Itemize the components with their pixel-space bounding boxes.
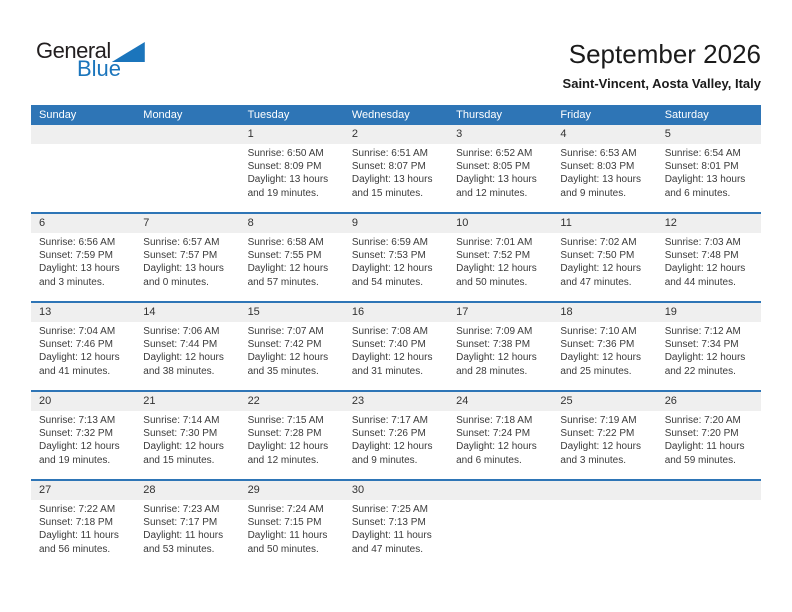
weekday-header-sunday: Sunday xyxy=(39,109,77,121)
day-info-line: and 3 minutes. xyxy=(560,454,627,466)
day-number-25: 25 xyxy=(560,395,573,407)
week-5-detail-band xyxy=(31,500,761,568)
empty-day-cell xyxy=(657,481,761,500)
day-info-line: Daylight: 11 hours xyxy=(143,530,224,542)
day-info-line: Sunrise: 7:03 AM xyxy=(664,237,741,248)
day-info-line: and 3 minutes. xyxy=(39,276,105,288)
day-cell-28 xyxy=(135,500,239,568)
day-info-line: Daylight: 12 hours xyxy=(664,352,746,364)
day-info-line: Sunrise: 7:24 AM xyxy=(247,504,324,515)
logo-word-blue: Blue xyxy=(77,56,122,81)
day-info-line: Sunrise: 6:51 AM xyxy=(351,148,428,159)
day-number-21: 21 xyxy=(143,395,156,407)
day-info-line: Sunset: 8:07 PM xyxy=(351,161,426,173)
day-info-line: Sunrise: 7:15 AM xyxy=(247,415,324,426)
day-info-line: and 0 minutes. xyxy=(143,276,209,288)
day-info-line: Sunrise: 6:57 AM xyxy=(143,237,220,248)
day-info-line: and 50 minutes. xyxy=(456,276,528,288)
day-info-line: and 25 minutes. xyxy=(560,365,632,377)
empty-day-cell xyxy=(135,144,239,212)
day-info-line: and 41 minutes. xyxy=(39,365,111,377)
day-cell-26 xyxy=(657,411,761,479)
day-info-line: Sunrise: 7:18 AM xyxy=(456,415,533,426)
day-info-line: and 6 minutes. xyxy=(456,454,522,466)
weekday-header-monday: Monday xyxy=(143,109,183,121)
day-info-line: Daylight: 12 hours xyxy=(247,352,329,364)
day-info-line: and 9 minutes. xyxy=(351,454,418,466)
calendar-table xyxy=(31,105,761,568)
day-info-line: Sunset: 7:55 PM xyxy=(247,250,322,262)
day-info-line: Sunset: 7:15 PM xyxy=(247,517,322,529)
day-cell-23 xyxy=(344,411,448,479)
day-info-line: Sunset: 7:44 PM xyxy=(143,339,218,351)
day-info-line: and 35 minutes. xyxy=(247,365,319,377)
day-cell-2 xyxy=(344,144,448,212)
day-info-line: Sunrise: 7:25 AM xyxy=(351,504,428,515)
day-info-line: Sunset: 8:01 PM xyxy=(664,161,739,173)
day-cell-24 xyxy=(448,411,552,479)
day-info-line: Daylight: 12 hours xyxy=(351,441,433,453)
day-info-line: Daylight: 12 hours xyxy=(39,441,120,453)
day-number-20: 20 xyxy=(39,395,52,407)
logo-word-general: General xyxy=(36,38,111,63)
day-info-line: and 44 minutes. xyxy=(664,276,736,288)
week-1-detail-band xyxy=(31,144,761,212)
day-number-12: 12 xyxy=(664,217,677,229)
day-info-line: Daylight: 13 hours xyxy=(247,174,329,186)
general-blue-logo xyxy=(36,40,145,80)
day-info-line: Daylight: 13 hours xyxy=(351,174,433,186)
day-number-10: 10 xyxy=(456,217,469,229)
day-info-line: Daylight: 12 hours xyxy=(560,441,642,453)
day-cell-16 xyxy=(344,322,448,390)
day-info-line: Sunrise: 7:02 AM xyxy=(560,237,637,248)
week-4-number-band xyxy=(31,392,761,411)
day-info-line: and 50 minutes. xyxy=(247,543,319,555)
day-info-line: Sunset: 7:13 PM xyxy=(351,517,426,529)
day-info-line: and 15 minutes. xyxy=(143,454,215,466)
day-number-17: 17 xyxy=(456,306,469,318)
weekday-header-friday: Friday xyxy=(560,109,591,121)
week-3-number-band xyxy=(31,303,761,322)
empty-day-cell xyxy=(657,500,761,568)
day-info-line: and 47 minutes. xyxy=(560,276,632,288)
day-info-line: Daylight: 12 hours xyxy=(351,263,433,275)
day-number-22: 22 xyxy=(247,395,260,407)
week-5-number-band xyxy=(31,481,761,500)
day-cell-17 xyxy=(448,322,552,390)
day-info-line: Sunset: 7:18 PM xyxy=(39,517,113,529)
empty-day-cell xyxy=(448,481,552,500)
day-info-line: Sunrise: 7:08 AM xyxy=(351,326,428,337)
day-info-line: Daylight: 13 hours xyxy=(456,174,537,186)
day-info-line: Sunset: 7:59 PM xyxy=(39,250,113,262)
day-info-line: and 9 minutes. xyxy=(560,187,627,199)
day-info-line: Sunrise: 7:20 AM xyxy=(664,415,741,426)
empty-day-cell xyxy=(552,481,656,500)
day-info-line: Daylight: 12 hours xyxy=(664,263,746,275)
day-cell-4 xyxy=(552,144,656,212)
day-cell-25 xyxy=(552,411,656,479)
day-number-7: 7 xyxy=(143,217,150,229)
day-number-19: 19 xyxy=(664,306,677,318)
day-info-line: Sunrise: 7:10 AM xyxy=(560,326,637,337)
day-info-line: Daylight: 12 hours xyxy=(143,352,224,364)
day-cell-19 xyxy=(657,322,761,390)
day-info-line: Sunrise: 7:01 AM xyxy=(456,237,533,248)
day-number-26: 26 xyxy=(664,395,677,407)
day-number-24: 24 xyxy=(456,395,469,407)
week-3-detail-band xyxy=(31,322,761,390)
day-info-line: Sunrise: 7:09 AM xyxy=(456,326,533,337)
day-info-line: Sunset: 7:36 PM xyxy=(560,339,635,351)
day-info-line: Daylight: 13 hours xyxy=(560,174,642,186)
day-info-line: Daylight: 12 hours xyxy=(560,263,642,275)
day-cell-3 xyxy=(448,144,552,212)
day-info-line: and 19 minutes. xyxy=(247,187,319,199)
day-info-line: and 53 minutes. xyxy=(143,543,215,555)
day-info-line: and 15 minutes. xyxy=(351,187,424,199)
day-info-line: Sunrise: 7:19 AM xyxy=(560,415,637,426)
day-info-line: Sunrise: 6:52 AM xyxy=(456,148,533,159)
day-info-line: Sunset: 7:30 PM xyxy=(143,428,218,440)
day-info-line: Daylight: 12 hours xyxy=(39,352,120,364)
page-subtitle: Saint-Vincent, Aosta Valley, Italy xyxy=(562,76,761,91)
day-info-line: Sunset: 7:17 PM xyxy=(143,517,218,529)
day-cell-13 xyxy=(31,322,135,390)
day-number-5: 5 xyxy=(664,128,671,140)
day-info-line: Sunrise: 6:59 AM xyxy=(351,237,428,248)
day-info-line: Daylight: 12 hours xyxy=(456,441,537,453)
day-info-line: and 54 minutes. xyxy=(351,276,424,288)
day-info-line: Sunrise: 7:14 AM xyxy=(143,415,220,426)
weekday-header-thursday: Thursday xyxy=(456,109,502,121)
day-cell-15 xyxy=(240,322,344,390)
day-info-line: and 6 minutes. xyxy=(664,187,731,199)
day-info-line: Daylight: 11 hours xyxy=(351,530,432,542)
day-number-27: 27 xyxy=(39,484,52,496)
day-info-line: Sunset: 7:42 PM xyxy=(247,339,322,351)
day-cell-7 xyxy=(135,233,239,301)
day-info-line: Daylight: 13 hours xyxy=(39,263,120,275)
day-info-line: Sunrise: 6:50 AM xyxy=(247,148,324,159)
day-info-line: Daylight: 12 hours xyxy=(560,352,642,364)
day-info-line: Sunset: 7:48 PM xyxy=(664,250,739,262)
day-info-line: and 12 minutes. xyxy=(456,187,528,199)
day-info-line: Daylight: 12 hours xyxy=(143,441,224,453)
day-cell-20 xyxy=(31,411,135,479)
day-info-line: Sunset: 8:03 PM xyxy=(560,161,635,173)
day-info-line: and 22 minutes. xyxy=(664,365,736,377)
day-number-3: 3 xyxy=(456,128,463,140)
day-info-line: and 59 minutes. xyxy=(664,454,736,466)
day-info-line: Daylight: 13 hours xyxy=(143,263,224,275)
day-info-line: Sunrise: 6:53 AM xyxy=(560,148,637,159)
day-info-line: Sunset: 7:24 PM xyxy=(456,428,531,440)
day-cell-22 xyxy=(240,411,344,479)
day-info-line: Sunset: 7:50 PM xyxy=(560,250,635,262)
day-info-line: Daylight: 12 hours xyxy=(456,263,537,275)
day-number-2: 2 xyxy=(351,128,358,140)
day-info-line: and 19 minutes. xyxy=(39,454,111,466)
day-info-line: Sunset: 7:20 PM xyxy=(664,428,739,440)
day-cell-10 xyxy=(448,233,552,301)
day-number-15: 15 xyxy=(247,306,260,318)
day-info-line: Sunrise: 7:23 AM xyxy=(143,504,220,515)
day-info-line: Sunset: 7:26 PM xyxy=(351,428,426,440)
day-cell-6 xyxy=(31,233,135,301)
weekday-header-row xyxy=(31,105,761,125)
day-info-line: Sunrise: 7:07 AM xyxy=(247,326,324,337)
weekday-header-tuesday: Tuesday xyxy=(247,109,290,121)
day-info-line: Sunset: 7:52 PM xyxy=(456,250,531,262)
empty-day-cell xyxy=(552,500,656,568)
day-info-line: Sunrise: 7:22 AM xyxy=(39,504,116,515)
day-info-line: Daylight: 12 hours xyxy=(351,352,433,364)
day-info-line: Sunset: 8:09 PM xyxy=(247,161,322,173)
day-info-line: Sunset: 8:05 PM xyxy=(456,161,531,173)
day-info-line: Daylight: 11 hours xyxy=(247,530,328,542)
day-cell-5 xyxy=(657,144,761,212)
calendar-weeks xyxy=(31,125,761,568)
day-info-line: and 57 minutes. xyxy=(247,276,319,288)
day-info-line: Sunset: 7:53 PM xyxy=(351,250,426,262)
week-4-detail-band xyxy=(31,411,761,479)
day-cell-29 xyxy=(240,500,344,568)
week-1-number-band xyxy=(31,125,761,144)
day-cell-11 xyxy=(552,233,656,301)
day-cell-14 xyxy=(135,322,239,390)
day-cell-12 xyxy=(657,233,761,301)
day-info-line: and 28 minutes. xyxy=(456,365,528,377)
day-cell-18 xyxy=(552,322,656,390)
day-cell-9 xyxy=(344,233,448,301)
day-cell-1 xyxy=(240,144,344,212)
weekday-header-wednesday: Wednesday xyxy=(351,109,410,121)
day-info-line: Daylight: 13 hours xyxy=(664,174,746,186)
day-cell-30 xyxy=(344,500,448,568)
day-info-line: Sunrise: 7:17 AM xyxy=(351,415,428,426)
day-number-1: 1 xyxy=(247,128,254,140)
day-number-23: 23 xyxy=(351,395,365,407)
day-info-line: Sunrise: 7:06 AM xyxy=(143,326,220,337)
day-info-line: and 12 minutes. xyxy=(247,454,319,466)
page-title: September 2026 xyxy=(568,39,761,69)
day-info-line: Sunrise: 7:04 AM xyxy=(39,326,116,337)
day-number-28: 28 xyxy=(143,484,156,496)
day-info-line: Sunset: 7:34 PM xyxy=(664,339,739,351)
day-info-line: Sunrise: 7:13 AM xyxy=(39,415,116,426)
day-number-14: 14 xyxy=(143,306,156,318)
week-2-detail-band xyxy=(31,233,761,301)
day-info-line: Sunset: 7:46 PM xyxy=(39,339,113,351)
day-number-16: 16 xyxy=(351,306,365,318)
page-header xyxy=(563,40,761,91)
day-info-line: and 56 minutes. xyxy=(39,543,111,555)
day-info-line: Daylight: 12 hours xyxy=(456,352,537,364)
week-2-number-band xyxy=(31,214,761,233)
day-number-29: 29 xyxy=(247,484,260,496)
empty-day-cell xyxy=(31,125,135,144)
day-info-line: Sunrise: 7:12 AM xyxy=(664,326,741,337)
day-info-line: Daylight: 12 hours xyxy=(247,441,329,453)
day-number-18: 18 xyxy=(560,306,573,318)
day-info-line: and 38 minutes. xyxy=(143,365,215,377)
day-info-line: and 31 minutes. xyxy=(351,365,424,377)
day-info-line: Sunset: 7:40 PM xyxy=(351,339,426,351)
day-number-30: 30 xyxy=(351,484,365,496)
day-info-line: Sunset: 7:38 PM xyxy=(456,339,531,351)
day-number-4: 4 xyxy=(560,128,567,140)
day-info-line: Sunrise: 6:58 AM xyxy=(247,237,324,248)
day-info-line: Sunset: 7:32 PM xyxy=(39,428,113,440)
day-cell-8 xyxy=(240,233,344,301)
day-info-line: Sunrise: 6:56 AM xyxy=(39,237,116,248)
day-number-11: 11 xyxy=(560,217,572,229)
day-number-9: 9 xyxy=(351,217,358,229)
day-info-line: Sunrise: 6:54 AM xyxy=(664,148,741,159)
day-info-line: Sunset: 7:22 PM xyxy=(560,428,635,440)
day-cell-27 xyxy=(31,500,135,568)
day-number-8: 8 xyxy=(247,217,254,229)
day-number-13: 13 xyxy=(39,306,52,318)
empty-day-cell xyxy=(31,144,135,212)
day-info-line: Sunset: 7:28 PM xyxy=(247,428,322,440)
day-info-line: Daylight: 11 hours xyxy=(39,530,119,542)
day-info-line: Daylight: 12 hours xyxy=(247,263,329,275)
day-number-6: 6 xyxy=(39,217,46,229)
day-info-line: and 47 minutes. xyxy=(351,543,424,555)
day-info-line: Daylight: 11 hours xyxy=(664,441,745,453)
weekday-header-saturday: Saturday xyxy=(664,109,709,121)
day-info-line: Sunset: 7:57 PM xyxy=(143,250,218,262)
empty-day-cell xyxy=(135,125,239,144)
day-cell-21 xyxy=(135,411,239,479)
empty-day-cell xyxy=(448,500,552,568)
